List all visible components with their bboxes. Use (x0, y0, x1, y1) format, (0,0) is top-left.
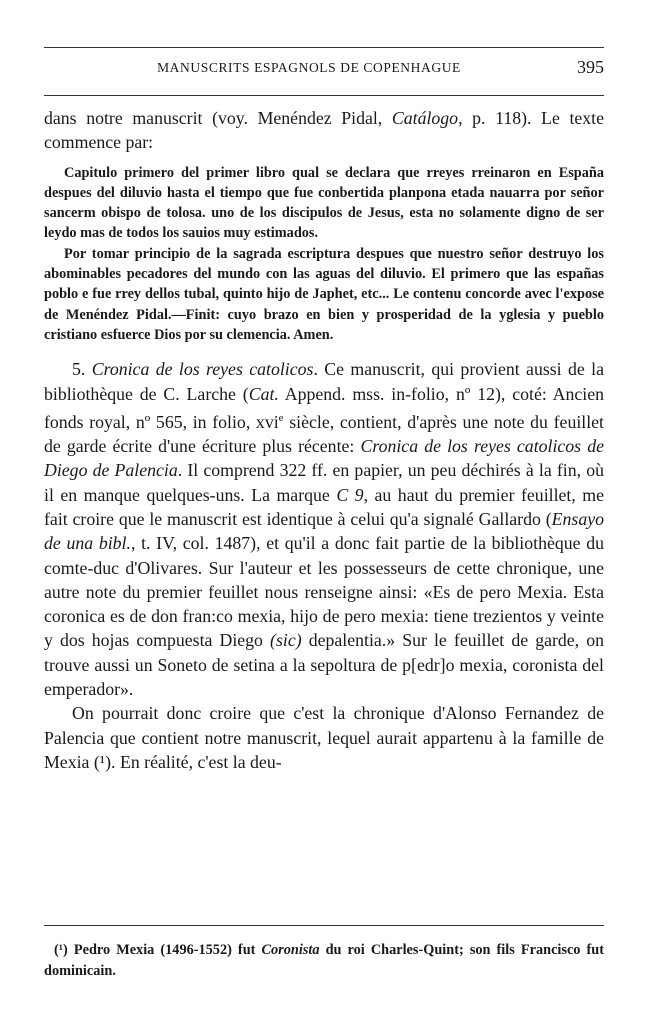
item-5-paragraph: 5. Cronica de los reyes catolicos. Ce manuscrit, qui provient aussi de la bibliothèque de C. Larche (Cat. Append. mss. in-folio, nº 12), coté: Ancien fonds royal, nº 565, in folio, xvi$^e$ siècle, contient, d'après une note du feuillet de garde écrite d'une écriture plus récente: Cronica de los reyes catolicos de Diego de Palencia. Il comprend 322 ff. en papier, un peu déchirés à la fin, où il en manque quelques-uns. La marque C 9, au haut du premier feuillet, me fait croire que le manuscrit est identique à celui qu'a signalé Gallardo (Ensayo de una bibl., t. IV, col. 1487), et qu'il a donc fait partie de la bibliothèque du comte-duc d'Olivares. Sur l'auteur et les possesseurs de cette chronique, une autre note du premier feuillet nous renseigne ainsi: «Es de pero Mexia. Esta coronica es de don fran:co mexia, hijo de pero mexia: tiene trezientos y veinte y dos hojas compuesta Diego (sic) depalentia.» Sur le feuillet de garde, on trouve aussi un Soneto de setina a la sepoltura de p[edr]o mexia, coronista del emperador». (44, 359, 605, 700)
page-header (44, 57, 604, 82)
main-text (44, 106, 604, 774)
running-title: MANUSCRITS ESPAGNOLS DE COPENHAGUE (157, 60, 461, 75)
sic-note: (sic) (270, 630, 302, 651)
catalogo-title: Catálogo (391, 108, 459, 128)
footnote-rule (44, 925, 604, 926)
top-rule (44, 47, 604, 48)
mark-ref: C 9 (336, 484, 364, 505)
footnote: (¹) Pedro Mexia (1496-1552) fut Coronista du roi Charles-Quint; son fils Francisco fut dominicain. (44, 942, 604, 979)
second-title: Cronica de los reyes catolicos de Diego de Palencia (44, 436, 604, 481)
item-title: Cronica de los reyes catolicos (91, 359, 314, 380)
ensayo-ref: Ensayo de una bibl. (44, 508, 604, 554)
page-number: 395 (577, 57, 604, 77)
item-number: 5. (72, 359, 92, 380)
quote-paragraph-1: Capitulo primero del primer libro qual se declara que rreyes rreinaron en España despues del diluvio hasta el tiempo que fue conbertida planpona etada nauarra por señor sancerm obispo de tolosa. uno de los discipulos de Jesus, esta no solamente digno de ser leydo mas de todos los sauios muy estimados. (44, 164, 604, 242)
footnote-reference[interactable]: ¹ (99, 751, 106, 772)
quote-paragraph-2: Por tomar principio de la sagrada escriptura despues que nuestro señor destruyo los abominables pecadores del mundo con las aguas del diluvio. El primero que las españas poblo e fue rrey dellos tubal, quinto hijo de Japhet, etc... Le contenu concorde avec l'expose de Menéndez Pidal.—Finit: cuyo brazo en bien y prosperidad de la yglesia y pueblo cristiano esfuerce Dios por su clemencia. Amen. (44, 245, 604, 343)
spanish-quotation (44, 163, 604, 346)
footnote-mark: (¹) (54, 942, 68, 958)
footnote-role: Coronista (261, 942, 320, 958)
closing-paragraph: On pourrait donc croire que c'est la chronique d'Alonso Fernandez de Palencia que contient notre manuscrit, lequel aurait appartenu à la famille de Mexia (¹). En réalité, c'est la deu- (44, 703, 604, 772)
intro-paragraph: dans notre manuscrit (voy. Menéndez Pidal, Catálogo, p. 118). Le texte commence par: (44, 108, 605, 153)
header-rule (44, 95, 604, 96)
century-superscript: e (278, 411, 284, 424)
